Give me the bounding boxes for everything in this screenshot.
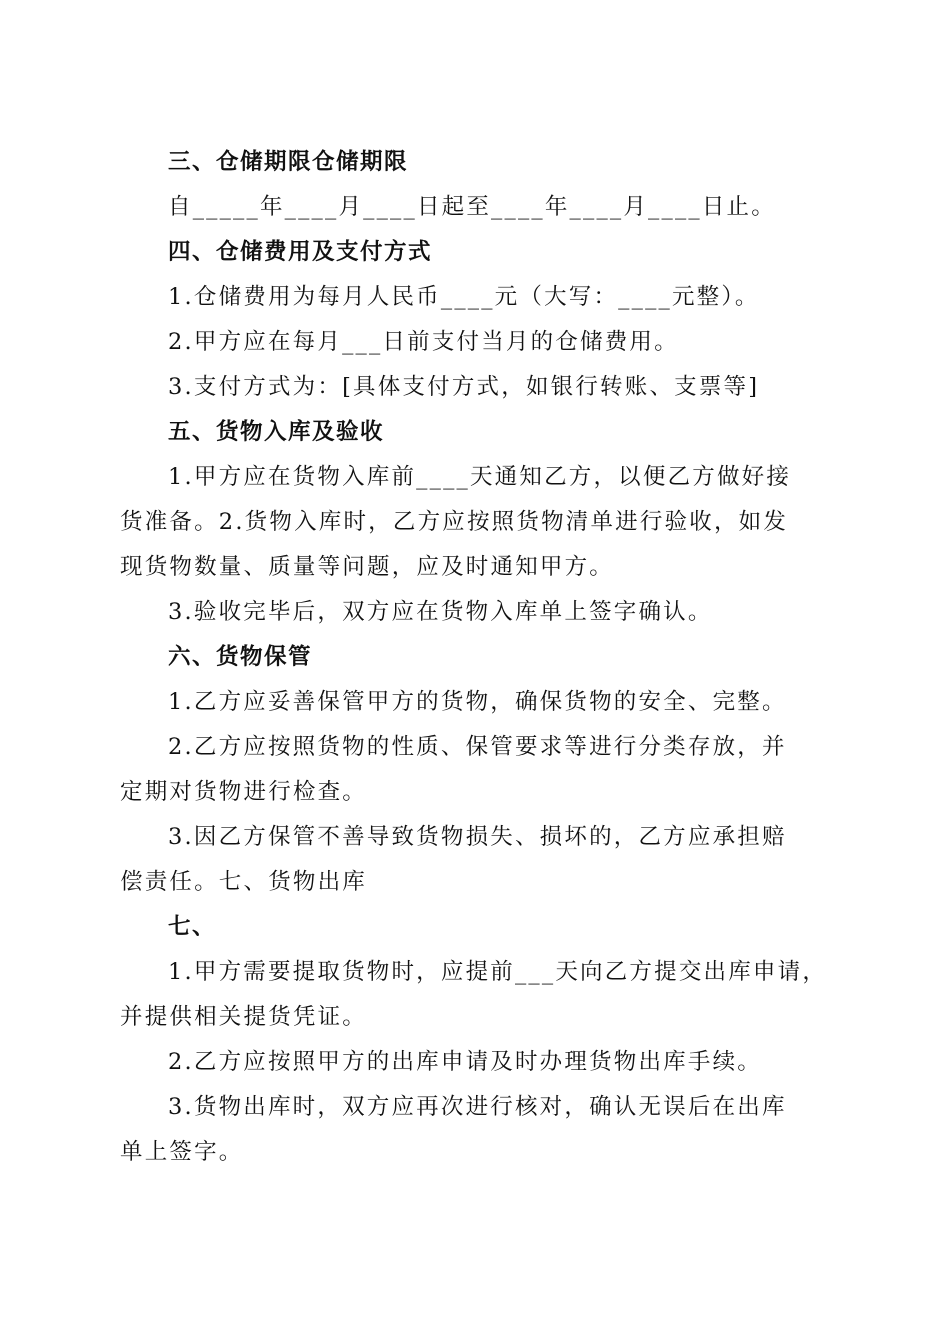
custody-clause-2: 2.乙方应按照货物的性质、保管要求等进行分类存放，并 <box>168 734 787 760</box>
fee-clause-3: 3.支付方式为：[具体支付方式，如银行转账、支票等] <box>168 374 760 400</box>
section-heading-inbound: 五、货物入库及验收 <box>168 419 385 445</box>
document-body <box>120 140 830 1175</box>
inbound-clause-1: 1.甲方应在货物入库前____天通知乙方，以便乙方做好接 <box>168 464 792 490</box>
custody-clause-3: 3.因乙方保管不善导致货物损失、损坏的，乙方应承担赔 <box>168 824 787 850</box>
section-heading-fees: 四、仓储费用及支付方式 <box>168 239 433 265</box>
inbound-clause-1-cont: 货准备。2.货物入库时，乙方应按照货物清单进行验收，如发 <box>120 509 789 535</box>
custody-clause-3-cont: 偿责任。七、货物出库 <box>120 869 368 895</box>
section-heading-storage-period: 三、仓储期限仓储期限 <box>168 149 409 175</box>
inbound-clause-3: 3.验收完毕后，双方应在货物入库单上签字确认。 <box>168 599 713 625</box>
outbound-clause-1-cont: 并提供相关提货凭证。 <box>120 1004 368 1030</box>
outbound-clause-2: 2.乙方应按照甲方的出库申请及时办理货物出库手续。 <box>168 1049 762 1075</box>
outbound-clause-1: 1.甲方需要提取货物时，应提前___天向乙方提交出库申请， <box>168 959 828 985</box>
custody-clause-1: 1.乙方应妥善保管甲方的货物，确保货物的安全、完整。 <box>168 689 787 715</box>
storage-period-text: 自_____年____月____日起至____年____月____日止。 <box>168 194 776 220</box>
section-heading-custody: 六、货物保管 <box>168 644 313 670</box>
outbound-clause-3: 3.货物出库时，双方应再次进行核对，确认无误后在出库 <box>168 1094 787 1120</box>
outbound-clause-3-cont: 单上签字。 <box>120 1139 244 1165</box>
section-heading-outbound: 七、 <box>168 914 217 940</box>
fee-clause-1: 1.仓储费用为每月人民币____元（大写：____元整）。 <box>168 284 760 310</box>
custody-clause-2-cont: 定期对货物进行检查。 <box>120 779 368 805</box>
inbound-clause-2-cont: 现货物数量、质量等问题，应及时通知甲方。 <box>120 554 615 580</box>
fee-clause-2: 2.甲方应在每月___日前支付当月的仓储费用。 <box>168 329 679 355</box>
